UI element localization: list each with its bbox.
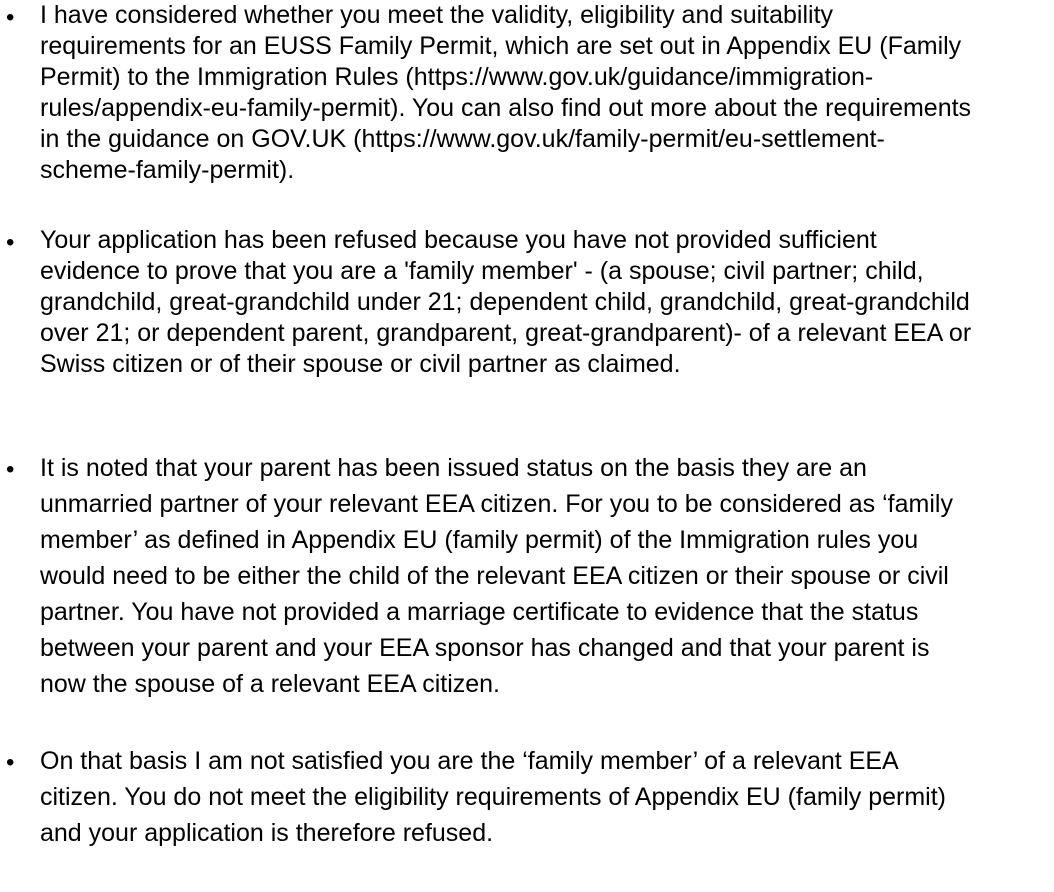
paragraph-line: over 21; or dependent parent, grandparent, great-grandparent)- of a relevant EEA or xyxy=(40,319,972,347)
paragraph-line: requirements for an EUSS Family Permit, which are set out in Appendix EU (Family xyxy=(40,32,962,60)
bullet-point-icon: • xyxy=(6,229,15,256)
paragraph-line: Swiss citizen or of their spouse or civil partner as claimed. xyxy=(40,350,681,378)
paragraph-line: It is noted that your parent has been issued status on the basis they are an xyxy=(40,454,867,482)
bullet-point-icon: • xyxy=(6,749,15,776)
paragraph-line: evidence to prove that you are a 'family member' - (a spouse; civil partner; child, xyxy=(40,257,924,285)
paragraph-line: rules/appendix-eu-family-permit). You can also find out more about the requirements xyxy=(40,94,972,122)
bullet-point-icon: • xyxy=(6,456,15,483)
paragraph-line: unmarried partner of your relevant EEA citizen. For you to be considered as ‘family xyxy=(40,490,953,518)
paragraph-line: citizen. You do not meet the eligibility requirements of Appendix EU (family permit) xyxy=(40,783,947,811)
paragraph-line: would need to be either the child of the relevant EEA citizen or their spouse or civil xyxy=(40,562,949,590)
paragraph-line: and your application is therefore refused. xyxy=(40,819,494,847)
paragraph-line: between your parent and your EEA sponsor has changed and that your parent is xyxy=(40,634,930,662)
paragraph-line: partner. You have not provided a marriage certificate to evidence that the status xyxy=(40,598,919,626)
paragraph-line: grandchild, great-grandchild under 21; dependent child, grandchild, great-grandchild xyxy=(40,288,970,316)
paragraph-line: Your application has been refused because you have not provided sufficient xyxy=(40,226,877,254)
paragraph-line: I have considered whether you meet the validity, eligibility and suitability xyxy=(40,1,834,29)
bullet-point-icon: • xyxy=(6,4,15,31)
paragraph-line: On that basis I am not satisfied you are the ‘family member’ of a relevant EEA xyxy=(40,747,899,775)
paragraph-line: member’ as defined in Appendix EU (family permit) of the Immigration rules you xyxy=(40,526,919,554)
paragraph-line: Permit) to the Immigration Rules (https://www.gov.uk/guidance/immigration- xyxy=(40,63,874,91)
paragraph-line: in the guidance on GOV.UK (https://www.gov.uk/family-permit/eu-settlement- xyxy=(40,125,885,153)
paragraph-line: now the spouse of a relevant EEA citizen. xyxy=(40,670,500,698)
paragraph-line: scheme-family-permit). xyxy=(40,156,295,184)
